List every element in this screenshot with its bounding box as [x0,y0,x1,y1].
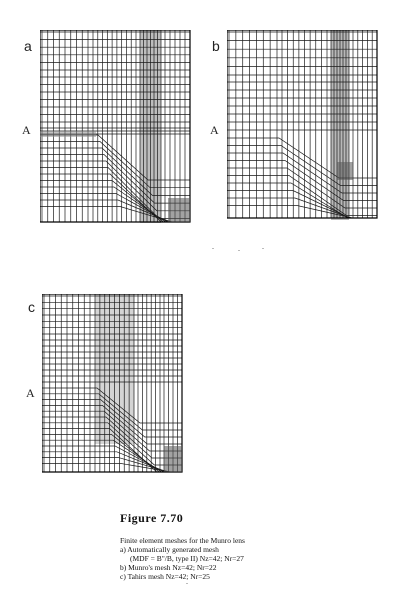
mesh-pole-line [40,174,190,222]
panel-b-marker: A [210,123,219,137]
panel-c-label: c [28,299,35,315]
scan-speck [262,248,264,249]
mesh-pole-line [42,452,182,472]
mesh-pole-line [40,194,190,223]
dense-mesh-region [168,198,190,222]
panel-c-marker: A [26,386,35,400]
figure-caption [120,511,390,581]
mesh-pole-line [42,446,182,472]
mesh-a [40,30,192,223]
dense-mesh-region [164,446,182,472]
caption-item-a-detail: (MDF = B"/B, type II) Nz=42; Nr=27 [130,554,244,563]
gap-strip [40,131,96,137]
mesh-pole-line [42,440,182,472]
mesh-pole-line [40,207,190,223]
scan-speck [212,248,214,249]
panel-b-label: b [212,38,220,54]
scan-speck [186,583,188,584]
panel-a-label: a [24,38,32,54]
caption-item-c: c) Tahirs mesh Nz=42; Nr=25 [120,572,210,581]
caption-title: Finite element meshes for the Munro lens [120,536,245,545]
mesh-c [42,294,184,474]
scan-speck [238,250,240,251]
mesh-b [227,30,379,220]
dense-mesh-region [337,162,353,180]
figure-title: Figure 7.70 [120,511,184,525]
caption-item-a: a) Automatically generated mesh [120,545,219,554]
mesh-pole-line [40,187,190,222]
panel-a-marker: A [22,123,31,137]
caption-item-b: b) Munro's mesh Nz=42; Nr=22 [120,563,217,572]
